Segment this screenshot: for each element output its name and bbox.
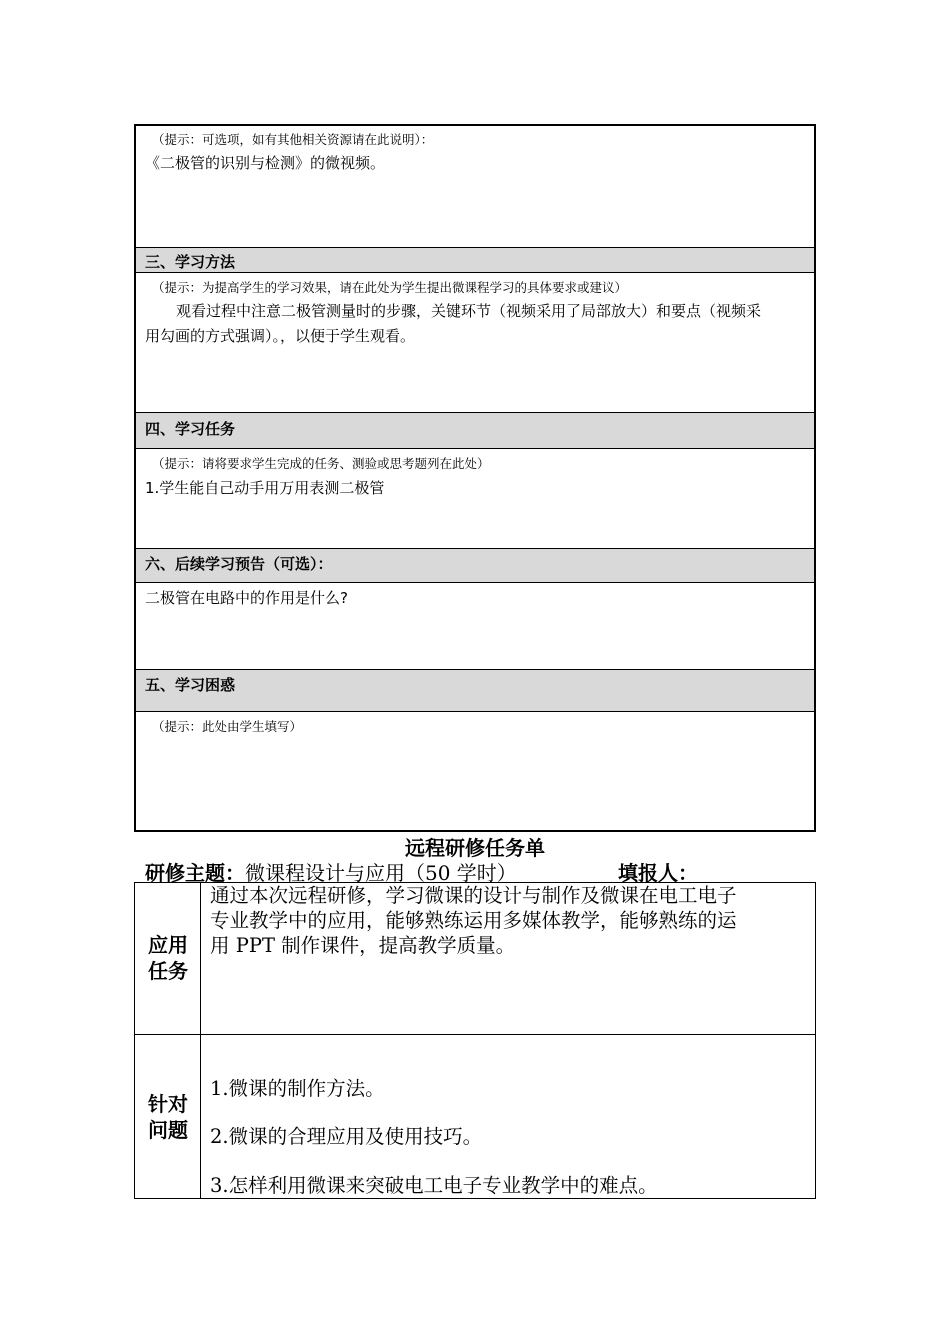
- task-content: 1.学生能自己动手用万用表测二极管: [145, 479, 385, 497]
- text-line: 专业教学中的应用，能够熟练运用多媒体教学，能够熟练的运: [210, 909, 737, 932]
- theme-value: 微课程设计与应用（50 学时）: [245, 861, 517, 885]
- section-header-band: [136, 248, 814, 272]
- method-text-line2: 用勾画的方式强调）。，以便于学生观看。: [145, 327, 416, 345]
- application-text: [210, 883, 810, 958]
- method-text-line1: 观看过程中注意二极管测量时的步骤，关键环节（视频采用了局部放大）和要点（视频采: [176, 302, 762, 320]
- section-header-band: [136, 413, 814, 448]
- row-label-line: 应用: [148, 933, 188, 957]
- resources-content: 《二极管的识别与检测》的微视频。: [145, 154, 386, 172]
- problem-item: 3.怎样利用微课来突破电工电子专业教学中的难点。: [210, 1174, 658, 1197]
- section-header-band: [136, 670, 814, 711]
- divider: [134, 272, 816, 273]
- preview-title: 六、后续学习预告（可选）：: [145, 555, 333, 573]
- confusion-hint: （提示：此处由学生填写）: [152, 719, 303, 734]
- preview-content: 二极管在电路中的作用是什么?: [145, 589, 348, 607]
- task-hint: （提示：请将要求学生完成的任务、测验或思考题列在此处）: [152, 456, 490, 471]
- row-label-line: 问题: [148, 1118, 188, 1142]
- row-label-line: 任务: [148, 959, 188, 983]
- column-divider: [200, 882, 201, 1199]
- task-title: 四、学习任务: [145, 420, 236, 438]
- row-label-line: 针对: [148, 1092, 188, 1116]
- theme-label: 研修主题：: [145, 861, 245, 885]
- resources-hint: （提示：可选项，如有其他相关资源请在此说明）：: [152, 132, 434, 147]
- row-label-problems: [136, 1091, 200, 1143]
- divider: [134, 711, 816, 712]
- reporter-label: 填报人：: [618, 861, 698, 885]
- row-divider: [134, 1034, 816, 1035]
- text-line: 通过本次远程研修，学习微课的设计与制作及微课在电工电子: [210, 884, 737, 907]
- form-title: 远程研修任务单: [405, 836, 545, 860]
- method-title: 三、学习方法: [145, 253, 236, 271]
- confusion-title: 五、学习困惑: [145, 676, 236, 694]
- problem-item: 1.微课的制作方法。: [210, 1077, 385, 1100]
- row-label-application: [136, 932, 200, 984]
- text-line: 用 PPT 制作课件，提高教学质量。: [210, 934, 516, 957]
- problem-item: 2.微课的合理应用及使用技巧。: [210, 1125, 483, 1148]
- divider: [134, 448, 816, 449]
- method-hint: （提示：为提高学生的学习效果，请在此处为学生提出微课程学习的具体要求或建议）: [152, 280, 628, 295]
- divider: [134, 582, 816, 583]
